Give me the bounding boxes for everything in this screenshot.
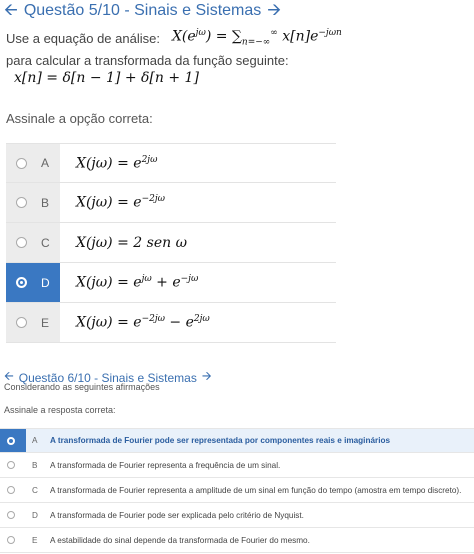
option-letter: E — [41, 315, 50, 330]
question-6-options — [0, 428, 474, 553]
intro-text: Use a equação de análise: — [6, 30, 160, 46]
radio-button[interactable] — [16, 197, 27, 208]
option-text: A transformada de Fourier pode ser representada por componentes reais e imaginários — [50, 436, 391, 445]
option-expression: $X(j\omega) = e^{2j\omega}$ — [76, 154, 158, 172]
question-5-title: Questão 5/10 - Sinais e Sistemas — [23, 2, 262, 19]
radio-button[interactable] — [7, 486, 15, 494]
question-6-title: Questão 6/10 - Sinais e Sistemas — [18, 370, 197, 385]
radio-button[interactable] — [16, 158, 27, 169]
option-text: A transformada de Fourier pode ser explicada pelo critério de Nyquist. — [50, 510, 304, 520]
option-b[interactable] — [6, 183, 336, 223]
option-expression: $X(j\omega) = e^{j\omega} + e^{-j\omega}$ — [76, 274, 199, 291]
option-letter: A — [41, 156, 50, 170]
option-letter: B — [41, 195, 50, 210]
radio-button-selected[interactable] — [16, 277, 27, 288]
option-expression: $X(j\omega) = e^{-2j\omega}$ — [76, 194, 165, 211]
analysis-equation: $X(e^{j\omega}) = \sum_{n=-\infty}^\infty$ $x[n]e^{-j\omega n}$ — [171, 28, 342, 48]
option-c[interactable] — [6, 223, 336, 263]
option-letter: D — [32, 510, 38, 520]
option-b[interactable] — [0, 453, 474, 478]
arrow-left-icon[interactable]: 🡨 — [4, 369, 14, 383]
radio-button[interactable] — [7, 536, 15, 544]
option-e[interactable] — [0, 528, 474, 553]
option-a[interactable] — [6, 143, 336, 183]
option-d[interactable] — [0, 503, 474, 528]
option-letter: B — [32, 460, 38, 470]
arrow-right-icon[interactable]: 🡪 — [267, 0, 282, 19]
radio-button[interactable] — [16, 317, 27, 328]
radio-button[interactable] — [16, 237, 27, 248]
option-expression: $X(j\omega) = e^{-2j\omega} - e^{2j\omega}$ — [76, 314, 210, 331]
option-d[interactable] — [6, 263, 336, 303]
question-5-options — [6, 143, 336, 343]
option-c[interactable] — [0, 478, 474, 503]
instruction-text: Assinale a opção correta: — [6, 111, 153, 126]
option-letter: C — [32, 485, 38, 495]
option-text: A estabilidade do sinal depende da transformada de Fourier do mesmo. — [50, 535, 310, 545]
option-text: A transformada de Fourier representa a amplitude de um sinal em função do tempo (amostra em tempo discreto). — [50, 485, 462, 495]
question-5-intro — [6, 26, 466, 50]
instruction-text: Assinale a resposta correta: — [4, 405, 116, 415]
radio-button-selected[interactable] — [7, 437, 15, 445]
option-letter: A — [32, 436, 38, 445]
question-5-header — [4, 0, 281, 22]
option-expression: X(jω) = 2 sen ω — [76, 234, 187, 251]
radio-button[interactable] — [7, 511, 15, 519]
option-e[interactable] — [6, 303, 336, 343]
option-letter: D — [41, 275, 50, 290]
option-text: A transformada de Fourier representa a frequência de um sinal. — [50, 460, 281, 470]
option-a[interactable] — [0, 428, 474, 453]
option-letter: C — [41, 235, 50, 250]
question-6-subtitle: Considerando as seguintes afirmações — [4, 382, 160, 392]
calc-text: para calcular a transformada da função seguinte: — [6, 53, 289, 68]
arrow-left-icon[interactable]: 🡨 — [4, 0, 18, 19]
option-letter: E — [32, 535, 38, 545]
arrow-right-icon[interactable]: 🡪 — [201, 369, 212, 383]
radio-button[interactable] — [7, 461, 15, 469]
function-expression: x[n] = δ[n − 1] + δ[n + 1] — [14, 70, 199, 86]
